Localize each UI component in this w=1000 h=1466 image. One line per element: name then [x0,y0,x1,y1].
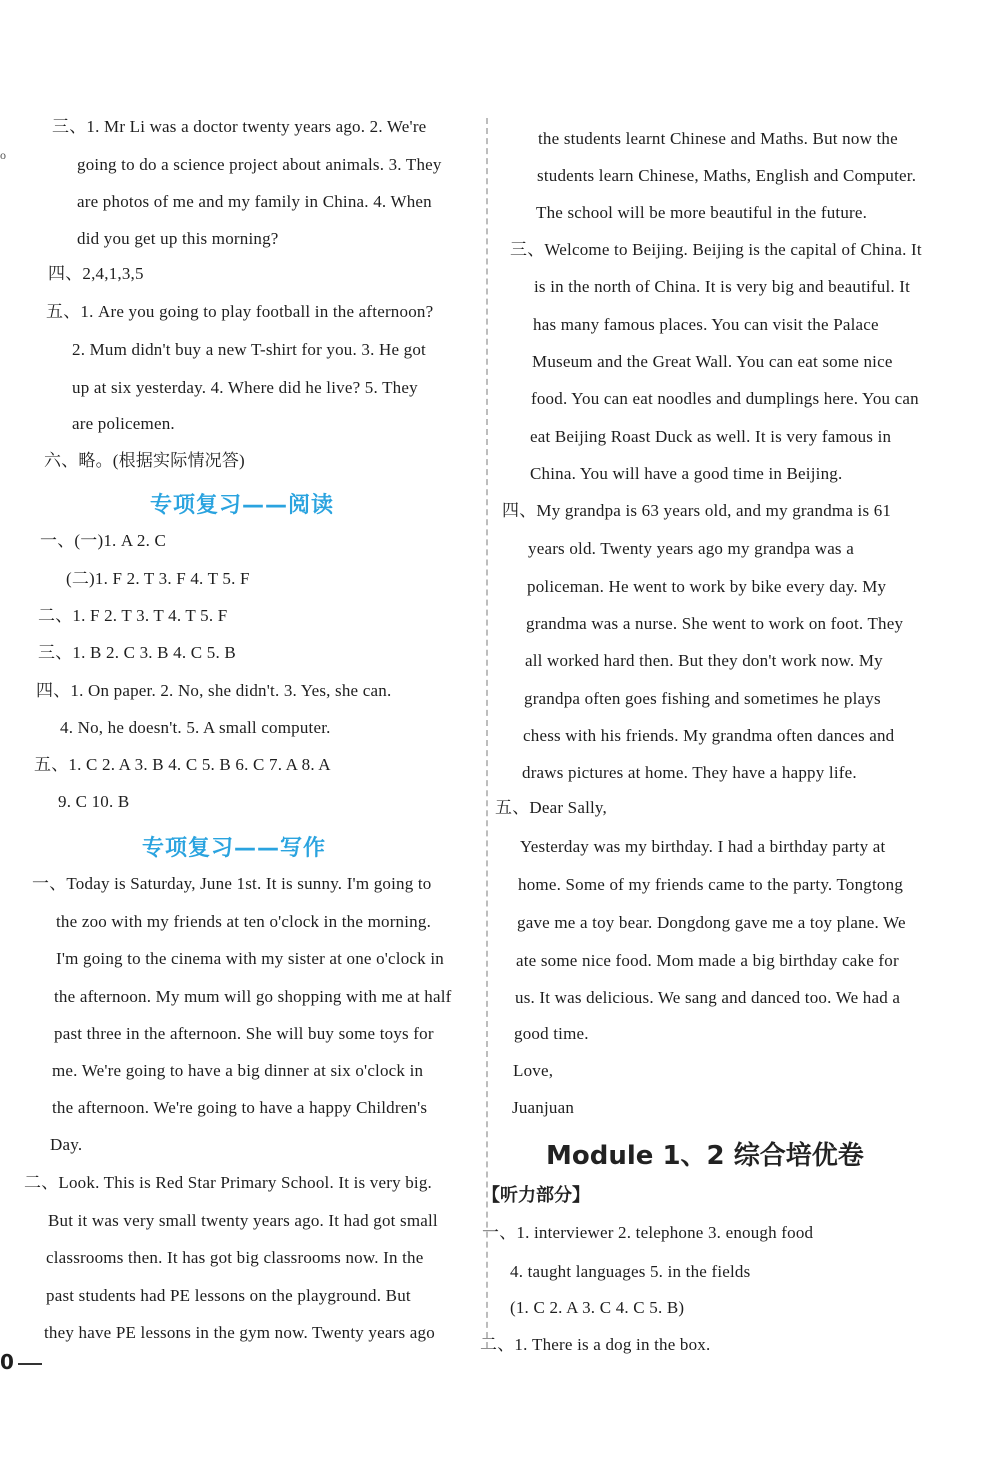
text-line: 2. Mum didn't buy a new T-shirt for you. 3. He got [72,340,426,359]
text-line: (1. C 2. A 3. C 4. C 5. B) [510,1298,685,1317]
section-heading-writing: 专项复习——写作 [142,836,327,861]
text-line: 二、1. F 2. T 3. T 4. T 5. F [38,606,228,625]
text-line: us. It was delicious. We sang and danced too. We had a [515,988,901,1007]
text-line: home. Some of my friends came to the party. Tongtong [518,875,904,894]
text-line: are photos of me and my family in China. 4. When [77,192,432,211]
text-line: eat Beijing Roast Duck as well. It is very famous in [530,427,892,446]
text-line: 三、Welcome to Beijing. Beijing is the capital of China. It [510,240,922,259]
text-line: 9. C 10. B [58,792,130,811]
text-line: students learn Chinese, Maths, English and Computer. [537,166,917,185]
text-line: 四、1. On paper. 2. No, she didn't. 3. Yes, she can. [36,681,392,700]
text-line: the afternoon. We're going to have a happy Children's [52,1098,428,1117]
page-number: 0 [0,1350,14,1374]
text-line: policeman. He went to work by bike every day. My [527,577,887,596]
text-line: 4. taught languages 5. in the fields [510,1262,751,1281]
text-line: classrooms then. It has got big classrooms now. In the [46,1248,424,1267]
text-line: 五、1. Are you going to play football in the afternoon? [46,302,434,321]
text-line: I'm going to the cinema with my sister at one o'clock in [56,949,444,968]
text-line: Love, [513,1061,554,1080]
listening-section-title: 【听力部分】 [482,1185,590,1206]
text-line: (二)1. F 2. T 3. F 4. T 5. F [66,569,250,588]
edge-fragment: o [0,148,6,162]
text-line: But it was very small twenty years ago. It had got small [48,1211,438,1230]
text-line: me. We're going to have a big dinner at six o'clock in [52,1061,424,1080]
text-line: 六、略。(根据实际情况答) [44,451,245,470]
text-line: good time. [514,1024,589,1043]
text-line: 一、1. interviewer 2. telephone 3. enough food [482,1223,814,1242]
page-number-rule [18,1363,42,1365]
column-divider [486,118,488,1348]
text-line: Yesterday was my birthday. I had a birthday party at [520,837,886,856]
text-line: going to do a science project about animals. 3. They [77,155,442,174]
text-line: the students learnt Chinese and Maths. But now the [538,129,898,148]
text-line: 四、My grandpa is 63 years old, and my grandma is 61 [502,501,892,520]
text-line: all worked hard then. But they don't work now. My [525,651,883,670]
text-line: are policemen. [72,414,175,433]
text-line: is in the north of China. It is very big and beautiful. It [534,277,911,296]
text-line: they have PE lessons in the gym now. Twenty years ago [44,1323,435,1342]
text-line: 三、1. Mr Li was a doctor twenty years ago. 2. We're [52,117,427,136]
text-line: years old. Twenty years ago my grandpa was a [528,539,854,558]
text-line: food. You can eat noodles and dumplings here. You can [531,389,919,408]
text-line: past students had PE lessons on the playground. But [46,1286,411,1305]
text-line: 五、Dear Sally, [495,798,607,817]
text-line: draws pictures at home. They have a happy life. [522,763,857,782]
text-line: gave me a toy bear. Dongdong gave me a toy plane. We [517,913,906,932]
text-line: 五、1. C 2. A 3. B 4. C 5. B 6. C 7. A 8. A [34,755,331,774]
text-line: China. You will have a good time in Beijing. [530,464,843,483]
text-line: 三、1. B 2. C 3. B 4. C 5. B [38,643,236,662]
text-line: the afternoon. My mum will go shopping with me at half [54,987,452,1006]
section-heading-reading: 专项复习——阅读 [150,493,335,518]
text-line: chess with his friends. My grandma often dances and [523,726,895,745]
module-title: Module 1、2 综合培优卷 [546,1141,864,1171]
text-line: up at six yesterday. 4. Where did he live? 5. They [72,378,418,397]
text-line: past three in the afternoon. She will buy some toys for [54,1024,434,1043]
text-line: Juanjuan [512,1098,575,1117]
text-line: The school will be more beautiful in the future. [536,203,868,222]
text-line: Day. [50,1135,83,1154]
text-line: grandma was a nurse. She went to work on foot. They [526,614,904,633]
text-line: has many famous places. You can visit the Palace [533,315,879,334]
text-line: 4. No, he doesn't. 5. A small computer. [60,718,331,737]
text-line: 一、Today is Saturday, June 1st. It is sunny. I'm going to [32,874,432,893]
text-line: did you get up this morning? [77,229,279,248]
text-line: the zoo with my friends at ten o'clock in the morning. [56,912,432,931]
text-line: ate some nice food. Mom made a big birthday cake for [516,951,899,970]
text-line: 一、(一)1. A 2. C [40,531,167,550]
text-line: grandpa often goes fishing and sometimes he plays [524,689,881,708]
text-line: 二、1. There is a dog in the box. [480,1335,711,1354]
text-line: 二、Look. This is Red Star Primary School. It is very big. [24,1173,433,1192]
text-line: Museum and the Great Wall. You can eat some nice [532,352,893,371]
text-line: 四、2,4,1,3,5 [48,264,144,283]
